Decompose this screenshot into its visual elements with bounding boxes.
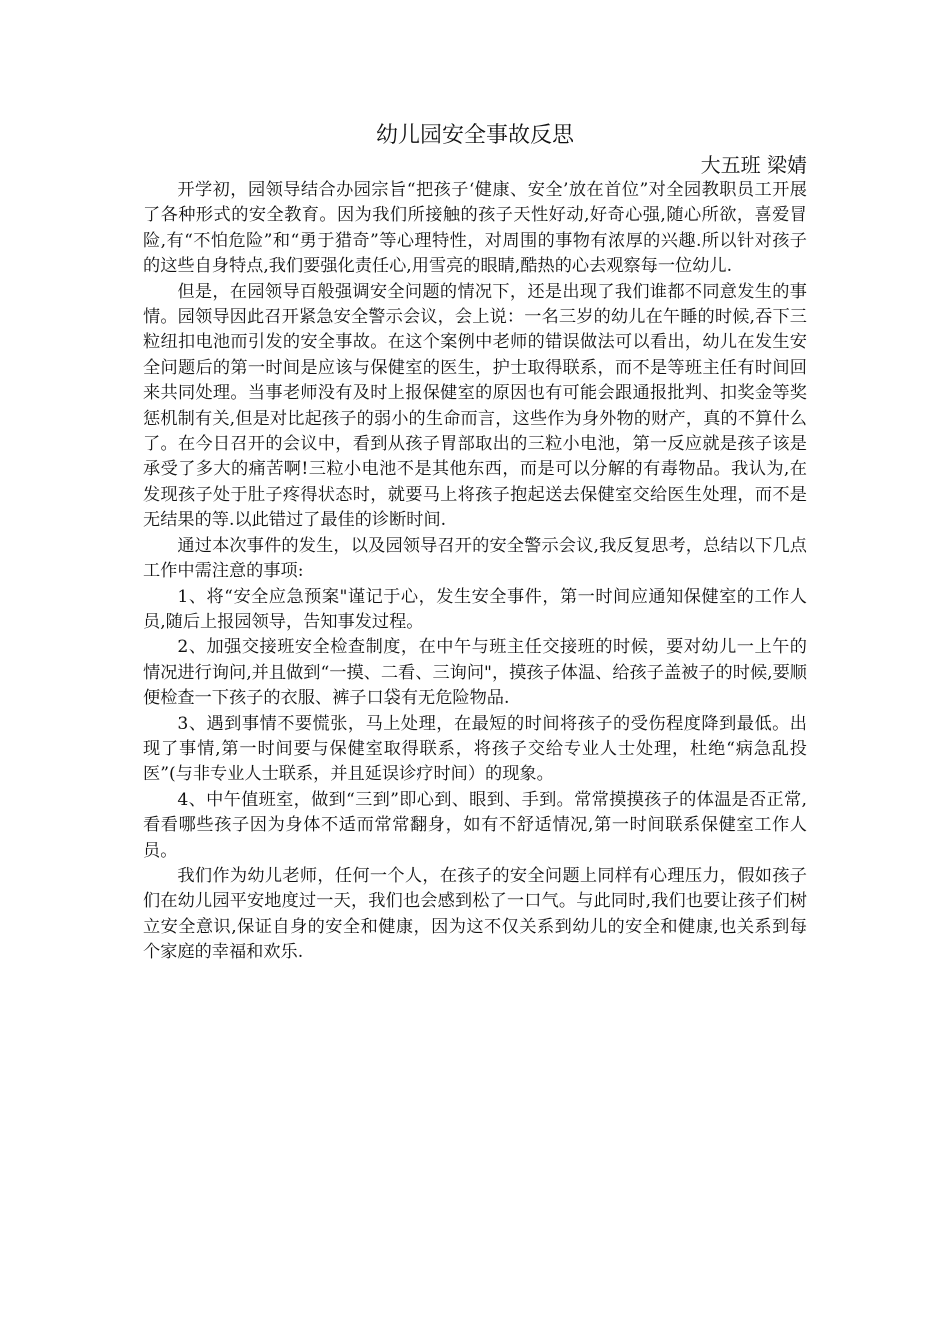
- paragraph-point-4: 4、中午值班室，做到“三到”即心到、眼到、手到。常常摸摸孩子的体温是否正常,看看哪些孩子因为身体不适而常常翻身，如有不舒适情况,第一时间联系保健室工作人员。: [143, 789, 807, 861]
- paragraph-intro: 开学初，园领导结合办园宗旨“把孩子‘健康、安全’放在首位”对全园教职员工开展了各种形式的安全教育。因为我们所接触的孩子天性好动,好奇心强,随心所欲，喜爱冒险,有“不怕危险”和“勇于猎奇”等心理特性，对周围的事物有浓厚的兴趣.所以针对孩子的这些自身特点,我们要强化责任心,用雪亮的眼睛,酷热的心去观察每一位幼儿.: [143, 180, 807, 277]
- paragraph-point-1: 1、将“安全应急预案"谨记于心，发生安全事件，第一时间应通知保健室的工作人员,随后上报园领导，告知事发过程。: [143, 586, 807, 632]
- paragraph-point-3: 3、遇到事情不要慌张，马上处理，在最短的时间将孩子的受伤程度降到最低。出现了事情,第一时间要与保健室取得联系，将孩子交给专业人士处理，杜绝“病急乱投医”(与非专业人士联系，并且延误诊疗时间）的现象。: [143, 713, 807, 785]
- paragraph-summary-lead: 通过本次事件的发生，以及园领导召开的安全警示会议,我反复思考，总结以下几点工作中需注意的事项:: [143, 535, 807, 582]
- document-page: [143, 120, 807, 966]
- document-title: 幼儿园安全事故反思: [375, 123, 574, 148]
- paragraph-point-2: 2、加强交接班安全检查制度，在中午与班主任交接班的时候，要对幼儿一上午的情况进行询问,并且做到“一摸、二看、三询问"，摸孩子体温、给孩子盖被子的时候,要顺便检查一下孩子的衣服、裤子口袋有无危险物品.: [143, 637, 807, 709]
- document-author: 大五班 梁婧: [700, 153, 807, 177]
- paragraph-conclusion: 我们作为幼儿老师，任何一个人，在孩子的安全问题上同样有心理压力，假如孩子们在幼儿园平安地度过一天，我们也会感到松了一口气。与此同时,我们也要让孩子们树立安全意识,保证自身的安全和健康，因为这不仅关系到幼儿的安全和健康,也关系到每个家庭的幸福和欢乐.: [143, 865, 807, 963]
- paragraph-incident: 但是，在园领导百般强调安全问题的情况下，还是出现了我们谁都不同意发生的事情。园领导因此召开紧急安全警示会议，会上说：一名三岁的幼儿在午睡的时候,吞下三粒纽扣电池而引发的安全事故。在这个案例中老师的错误做法可以看出，幼儿在发生安全问题后的第一时间是应该与保健室的医生，护士取得联系，而不是等班主任有时间回来共同处理。当事老师没有及时上报保健室的原因也有可能会跟通报批判、扣奖金等奖惩机制有关,但是对比起孩子的弱小的生命而言，这些作为身外物的财产，真的不算什么了。在今日召开的会议中，看到从孩子胃部取出的三粒小电池，第一反应就是孩子该是承受了多大的痛苦啊!三粒小电池不是其他东西，而是可以分解的有毒物品。我认为,在发现孩子处于肚子疼得状态时，就要马上将孩子抱起送去保健室交给医生处理，而不是无结果的等.以此错过了最佳的诊断时间.: [143, 281, 807, 531]
